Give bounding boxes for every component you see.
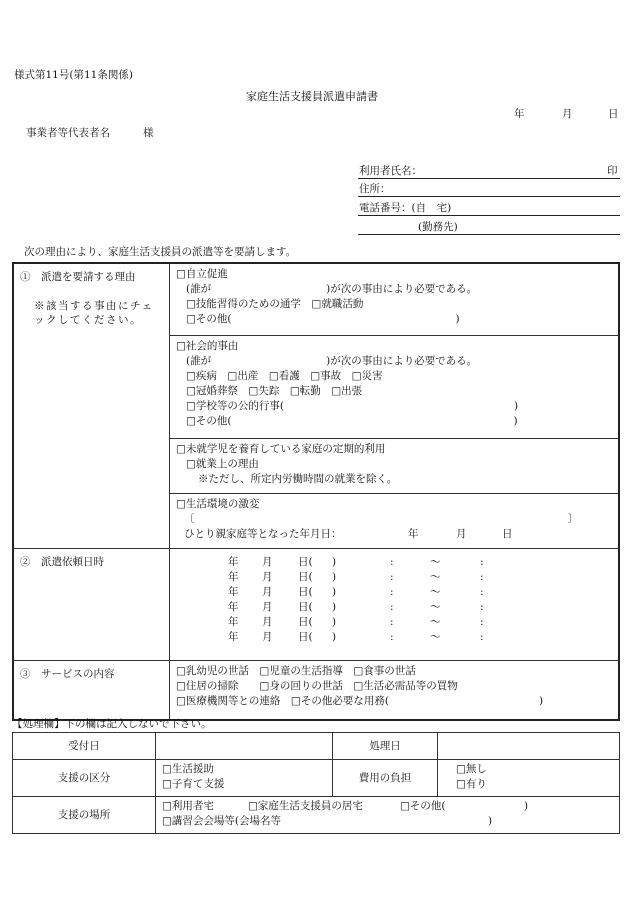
service-row xyxy=(13,661,619,721)
service-line3[interactable]: □医療機関等との連絡 □その他必要な用務( xyxy=(176,695,389,707)
office-table xyxy=(12,732,620,834)
place-user-home[interactable]: □利用者宅 xyxy=(162,800,214,812)
schedule-c2: : xyxy=(480,631,484,643)
address-field[interactable] xyxy=(358,180,620,197)
place-other-close: ) xyxy=(524,800,529,812)
single-parent-day: 日 xyxy=(502,528,513,540)
schedule-line[interactable] xyxy=(176,555,612,570)
social-other-checkbox[interactable]: □その他( xyxy=(186,415,232,427)
social-other-close: ) xyxy=(513,415,518,427)
schedule-month: 月 xyxy=(262,571,273,583)
schedule-day: 日( xyxy=(298,601,313,613)
seal-mark: 印 xyxy=(607,165,618,177)
schedule-line[interactable] xyxy=(176,630,612,645)
schedule-year: 年 xyxy=(228,601,239,613)
schedule-tilde: 〜 xyxy=(430,571,441,583)
date-month: 月 xyxy=(562,108,573,120)
schedule-close: ) xyxy=(332,616,337,628)
cost-none[interactable]: □無し xyxy=(456,763,487,775)
service-label: ③ サービスの内容 xyxy=(20,668,115,680)
schedule-tilde: 〜 xyxy=(430,556,441,568)
schedule-line[interactable] xyxy=(176,615,612,630)
schedule-year: 年 xyxy=(228,571,239,583)
self-other-close: ) xyxy=(455,313,460,325)
service-line3-close: ) xyxy=(538,695,544,707)
social-reason-checkbox[interactable]: □社会的事由 xyxy=(176,340,239,352)
group-env-cell xyxy=(170,494,620,549)
schedule-year: 年 xyxy=(228,556,239,568)
office-row-reception xyxy=(13,733,620,760)
schedule-month: 月 xyxy=(262,601,273,613)
schedule-c2: : xyxy=(480,601,484,613)
self-other-checkbox[interactable]: □その他( xyxy=(186,313,232,325)
schedule-c2: : xyxy=(480,556,484,568)
place-venue[interactable]: □講習会会場等(会場名等 xyxy=(162,815,282,827)
schedule-line[interactable] xyxy=(176,585,612,600)
office-caption: 【処理欄】下の欄は記入しないで下さい。 xyxy=(12,718,212,730)
schedule-tilde: 〜 xyxy=(430,631,441,643)
schedule-row xyxy=(13,549,619,661)
schedule-close: ) xyxy=(332,571,337,583)
reason-label: ① 派遣を要請する理由 xyxy=(20,271,136,283)
service-cell xyxy=(170,661,620,721)
self-who-right: )が次の事由により必要である。 xyxy=(326,283,478,295)
schedule-year: 年 xyxy=(228,586,239,598)
phone-home-field[interactable] xyxy=(358,199,620,216)
office-row-place xyxy=(13,797,620,834)
bracket-open: 〔 xyxy=(184,513,195,525)
reason-label-cell xyxy=(13,263,170,549)
schedule-c1: : xyxy=(390,616,394,628)
schedule-month: 月 xyxy=(262,616,273,628)
single-parent-month: 月 xyxy=(456,528,467,540)
cost-yes[interactable]: □有り xyxy=(456,778,487,790)
intro-text: 次の理由により、家庭生活支援員の派遣等を要請します。 xyxy=(24,246,297,258)
schedule-c1: : xyxy=(390,586,394,598)
schedule-c1: : xyxy=(390,631,394,643)
schedule-label-cell xyxy=(13,549,170,661)
schedule-tilde: 〜 xyxy=(430,616,441,628)
preschool-note: ※ただし、所定内労働時間の就業を除く。 xyxy=(198,473,398,485)
cost-label: 費用の負担 xyxy=(333,760,438,797)
schedule-c1: : xyxy=(390,556,394,568)
place-cell xyxy=(156,797,620,834)
group-preschool-cell xyxy=(170,439,620,494)
processing-field xyxy=(438,733,620,760)
cost-cell xyxy=(438,760,620,797)
request-table xyxy=(12,262,620,721)
place-venue-close: ) xyxy=(488,815,493,827)
schedule-cell[interactable] xyxy=(170,549,620,661)
schedule-month: 月 xyxy=(262,556,273,568)
schedule-close: ) xyxy=(332,631,337,643)
env-change-checkbox[interactable]: □生活環境の激変 xyxy=(176,498,260,510)
schedule-c2: : xyxy=(480,571,484,583)
date-day: 日 xyxy=(608,108,619,120)
single-parent-year: 年 xyxy=(408,528,419,540)
social-line1[interactable]: □疾病 □出産 □看護 □事故 □災害 xyxy=(186,370,383,382)
group-social-cell xyxy=(170,336,620,439)
schedule-c2: : xyxy=(480,586,484,598)
self-support-checkbox[interactable]: □自立促進 xyxy=(176,268,228,280)
reception-label: 受付日 xyxy=(13,733,156,760)
schedule-month: 月 xyxy=(262,631,273,643)
self-options[interactable]: □技能習得のための通学 □就職活動 xyxy=(186,298,364,310)
reception-field xyxy=(156,733,333,760)
schedule-close: ) xyxy=(332,556,337,568)
preschool-checkbox[interactable]: □未就学児を養育している家庭の定期的利用 xyxy=(176,443,386,455)
social-who-right: )が次の事由により必要である。 xyxy=(326,355,478,367)
schedule-label: ② 派遣依頼日時 xyxy=(20,556,104,568)
work-reason-checkbox[interactable]: □就業上の理由 xyxy=(186,458,259,470)
form-number: 様式第11号(第11条関係) xyxy=(14,69,133,81)
addressee: 事業者等代表者名 xyxy=(26,127,110,139)
support-type-life[interactable]: □生活援助 xyxy=(162,763,214,775)
phone-work-field[interactable] xyxy=(358,218,620,235)
addressee-suffix: 様 xyxy=(143,127,154,139)
applicant-name-field[interactable] xyxy=(358,162,620,179)
reason-note: ※該当する事由にチェックしてください。 xyxy=(34,300,154,326)
place-other[interactable]: □その他( xyxy=(400,800,446,812)
office-row-support-type xyxy=(13,760,620,797)
social-who-left: (誰が xyxy=(186,355,212,367)
schedule-year: 年 xyxy=(228,616,239,628)
schedule-line[interactable] xyxy=(176,570,612,585)
schedule-tilde: 〜 xyxy=(430,601,441,613)
phone-home-label: 電話番号：(自 宅) xyxy=(359,202,452,214)
support-type-cell xyxy=(156,760,333,797)
schedule-day: 日( xyxy=(298,556,313,568)
social-line2[interactable]: □冠婚葬祭 □失踪 □転勤 □出張 xyxy=(186,385,363,397)
reason-self-row xyxy=(13,263,619,336)
schedule-day: 日( xyxy=(298,631,313,643)
schedule-c2: : xyxy=(480,616,484,628)
processing-label: 処理日 xyxy=(333,733,438,760)
service-label-cell xyxy=(13,661,170,721)
schedule-line[interactable] xyxy=(176,600,612,615)
support-type-child[interactable]: □子育て支援 xyxy=(162,778,225,790)
place-supporter-home[interactable]: □家庭生活支援員の居宅 xyxy=(248,800,363,812)
schedule-month: 月 xyxy=(262,586,273,598)
school-event-checkbox[interactable]: □学校等の公的行事( xyxy=(186,400,285,412)
support-type-label: 支援の区分 xyxy=(13,760,156,797)
schedule-close: ) xyxy=(332,601,337,613)
group-self-cell xyxy=(170,263,620,336)
phone-work-label: (勤務先) xyxy=(418,221,458,233)
date-year: 年 xyxy=(514,108,525,120)
self-who-left: (誰が xyxy=(186,283,212,295)
school-event-close: ) xyxy=(514,400,519,412)
schedule-year: 年 xyxy=(228,631,239,643)
schedule-tilde: 〜 xyxy=(430,586,441,598)
schedule-close: ) xyxy=(332,586,337,598)
applicant-name-label: 利用者氏名： xyxy=(359,165,422,177)
page-title: 家庭生活支援員派遣申請書 xyxy=(246,90,378,103)
service-line2[interactable]: □住居の掃除 □身の回りの世話 □生活必需品等の買物 xyxy=(176,680,458,692)
address-label: 住所： xyxy=(359,183,391,195)
schedule-day: 日( xyxy=(298,586,313,598)
single-parent-label: ひとり親家庭等となった年月日： xyxy=(184,528,342,540)
schedule-c1: : xyxy=(390,601,394,613)
place-label: 支援の場所 xyxy=(13,797,156,834)
bracket-close: 〕 xyxy=(568,513,579,525)
schedule-day: 日( xyxy=(298,571,313,583)
service-line1[interactable]: □乳幼児の世話 □児童の生活指導 □食事の世話 xyxy=(176,665,416,677)
schedule-day: 日( xyxy=(298,616,313,628)
schedule-c1: : xyxy=(390,571,394,583)
